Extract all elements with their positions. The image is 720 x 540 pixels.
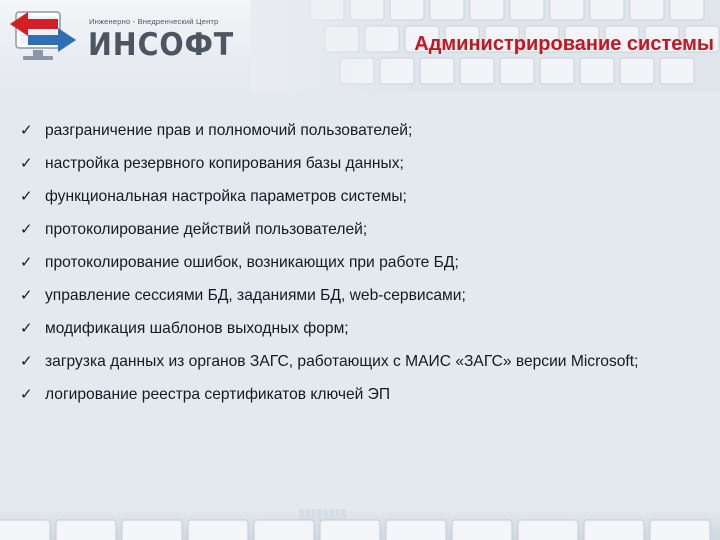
logo-name: ИНСОФТ (88, 27, 235, 63)
list-item (20, 253, 690, 272)
checkmark-icon: ✓ (20, 385, 33, 403)
checkmark-icon: ✓ (20, 220, 33, 238)
list-item-text: загрузка данных из органов ЗАГС, работающих с МАИС «ЗАГС» версии Microsoft; (45, 353, 639, 370)
list-item (20, 187, 690, 206)
list-item (20, 385, 690, 404)
list-item (20, 154, 690, 173)
checkmark-icon: ✓ (20, 286, 33, 304)
list-item (20, 286, 690, 305)
slide-title: Администрирование системы (414, 33, 714, 55)
checkmark-icon: ✓ (20, 154, 33, 172)
list-item-text: разграничение прав и полномочий пользователей; (45, 122, 413, 139)
checkmark-icon: ✓ (20, 352, 33, 370)
checkmark-icon: ✓ (20, 319, 33, 337)
list-item-text: управление сессиями БД, заданиями БД, web-сервисами; (45, 287, 466, 304)
list-item (20, 220, 690, 239)
header-band (0, 0, 720, 92)
list-item (20, 352, 690, 371)
list-item-text: логирование реестра сертификатов ключей ЭП (45, 386, 391, 403)
list-item-text: настройка резервного копирования базы данных; (45, 155, 404, 172)
checkmark-icon: ✓ (20, 253, 33, 271)
insoft-logo-icon (8, 6, 78, 68)
list-item (20, 319, 690, 338)
list-item-text: функциональная настройка параметров системы; (45, 188, 407, 205)
list-item (20, 121, 690, 140)
list-item-text: протоколирование действий пользователей; (45, 221, 368, 238)
checkmark-icon: ✓ (20, 187, 33, 205)
bottom-decoration-image (0, 508, 720, 540)
list-item-text: модификация шаблонов выходных форм; (45, 320, 349, 337)
logo-subtitle: Инженерно - Внедренческий Центр (89, 17, 219, 26)
list-item-text: протоколирование ошибок, возникающих при работе БД; (45, 254, 459, 271)
checkmark-icon: ✓ (20, 121, 33, 139)
feature-list (20, 121, 690, 418)
